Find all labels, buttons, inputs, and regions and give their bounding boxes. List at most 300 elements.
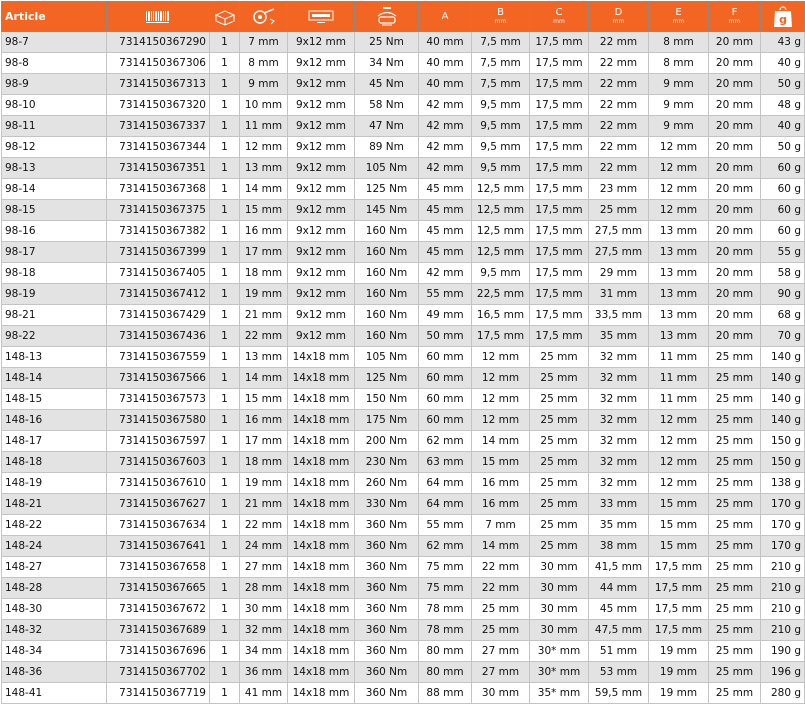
dimension-d-letter: D (614, 7, 623, 18)
size-cell: 16 mm (240, 410, 288, 431)
weight-cell: 150 g (761, 452, 805, 473)
table-row (2, 620, 805, 641)
dimension-f-cell: 25 mm (709, 389, 761, 410)
dimension-d-cell: 32 mm (589, 410, 649, 431)
torque-cell: 25 Nm (355, 32, 419, 53)
table-row (2, 578, 805, 599)
drive-column-header (288, 2, 355, 32)
dimension-f-cell: 25 mm (709, 347, 761, 368)
dimension-c-cell: 17,5 mm (530, 221, 589, 242)
barcode-icon (145, 10, 171, 24)
ean-cell: 7314150367672 (107, 599, 210, 620)
table-row (2, 200, 805, 221)
torque-cell: 360 Nm (355, 620, 419, 641)
torque-cell: 200 Nm (355, 431, 419, 452)
size-cell: 10 mm (240, 95, 288, 116)
weight-cell: 140 g (761, 347, 805, 368)
ean-cell: 7314150367412 (107, 284, 210, 305)
dimension-f-cell: 20 mm (709, 32, 761, 53)
dimension-e-cell: 15 mm (649, 494, 709, 515)
drive-cell: 14x18 mm (288, 347, 355, 368)
dimension-a-cell: 45 mm (419, 242, 472, 263)
drive-cell: 14x18 mm (288, 641, 355, 662)
dimension-c-cell: 25 mm (530, 452, 589, 473)
dimension-f-cell: 20 mm (709, 158, 761, 179)
size-cell: 17 mm (240, 242, 288, 263)
ean-cell: 7314150367559 (107, 347, 210, 368)
torque-cell: 125 Nm (355, 368, 419, 389)
table-row (2, 494, 805, 515)
dimension-c-column-header (530, 2, 589, 32)
dimension-f-cell: 20 mm (709, 74, 761, 95)
size-cell: 13 mm (240, 347, 288, 368)
dimension-a-letter: A (441, 10, 449, 22)
dimension-f-column-header (709, 2, 761, 32)
dimension-b-cell: 22 mm (472, 578, 530, 599)
ean-cell: 7314150367627 (107, 494, 210, 515)
weight-cell: 210 g (761, 557, 805, 578)
dimension-a-cell: 40 mm (419, 53, 472, 74)
dimension-f-cell: 20 mm (709, 263, 761, 284)
weight-unit-label: g (778, 12, 787, 26)
article-cell: 148-36 (2, 662, 107, 683)
torque-column-header (355, 2, 419, 32)
drive-cell: 9x12 mm (288, 32, 355, 53)
weight-cell: 190 g (761, 641, 805, 662)
dimension-d-column-header (589, 2, 649, 32)
dimension-a-cell: 75 mm (419, 578, 472, 599)
dimension-b-cell: 17,5 mm (472, 326, 530, 347)
dimension-c-cell: 17,5 mm (530, 263, 589, 284)
weight-cell: 170 g (761, 494, 805, 515)
dimension-e-cell: 17,5 mm (649, 557, 709, 578)
torque-cell: 105 Nm (355, 158, 419, 179)
package-qty-cell: 1 (210, 620, 240, 641)
table-row (2, 137, 805, 158)
dimension-e-cell: 13 mm (649, 284, 709, 305)
size-cell: 21 mm (240, 305, 288, 326)
drive-cell: 9x12 mm (288, 305, 355, 326)
article-cell: 148-14 (2, 368, 107, 389)
table-row (2, 452, 805, 473)
ean-cell: 7314150367665 (107, 578, 210, 599)
dimension-f-cell: 25 mm (709, 620, 761, 641)
package-qty-cell: 1 (210, 368, 240, 389)
dimension-d-cell: 47,5 mm (589, 620, 649, 641)
dimension-e-cell: 12 mm (649, 158, 709, 179)
size-cell: 18 mm (240, 263, 288, 284)
torque-cell: 89 Nm (355, 137, 419, 158)
dimension-a-cell: 60 mm (419, 410, 472, 431)
table-row (2, 95, 805, 116)
table-row (2, 242, 805, 263)
weight-cell: 50 g (761, 137, 805, 158)
torque-cell: 47 Nm (355, 116, 419, 137)
dimension-c-cell: 25 mm (530, 347, 589, 368)
dimension-b-cell: 7,5 mm (472, 32, 530, 53)
table-header-row (2, 2, 805, 32)
dimension-d-cell: 27,5 mm (589, 221, 649, 242)
package-qty-cell: 1 (210, 242, 240, 263)
dimension-b-cell: 27 mm (472, 641, 530, 662)
drive-cell: 14x18 mm (288, 431, 355, 452)
size-cell: 30 mm (240, 599, 288, 620)
table-body (2, 32, 805, 704)
ean-cell: 7314150367351 (107, 158, 210, 179)
dimension-f-letter: F (731, 7, 738, 18)
dimension-a-cell: 42 mm (419, 263, 472, 284)
article-cell: 98-16 (2, 221, 107, 242)
dimension-b-cell: 12,5 mm (472, 179, 530, 200)
dimension-f-cell: 20 mm (709, 284, 761, 305)
ean-cell: 7314150367580 (107, 410, 210, 431)
table-row (2, 158, 805, 179)
package-qty-cell: 1 (210, 179, 240, 200)
drive-cell: 9x12 mm (288, 116, 355, 137)
size-cell: 14 mm (240, 368, 288, 389)
package-qty-cell: 1 (210, 410, 240, 431)
table-row (2, 641, 805, 662)
torque-cell: 360 Nm (355, 599, 419, 620)
package-qty-cell: 1 (210, 641, 240, 662)
dimension-c-cell: 25 mm (530, 431, 589, 452)
package-qty-cell: 1 (210, 305, 240, 326)
weight-cell: 40 g (761, 116, 805, 137)
dimension-e-cell: 15 mm (649, 515, 709, 536)
ean-cell: 7314150367344 (107, 137, 210, 158)
drive-cell: 9x12 mm (288, 53, 355, 74)
weight-cell: 60 g (761, 221, 805, 242)
torque-cell: 105 Nm (355, 347, 419, 368)
dimension-d-cell: 22 mm (589, 32, 649, 53)
dimension-b-cell: 7,5 mm (472, 53, 530, 74)
dimension-f-cell: 25 mm (709, 515, 761, 536)
weight-cell: 55 g (761, 242, 805, 263)
ean-cell: 7314150367382 (107, 221, 210, 242)
torque-cell: 360 Nm (355, 557, 419, 578)
dimension-d-cell: 51 mm (589, 641, 649, 662)
torque-icon (374, 6, 400, 28)
dimension-f-cell: 25 mm (709, 662, 761, 683)
dimension-c-cell: 17,5 mm (530, 32, 589, 53)
drive-cell: 9x12 mm (288, 221, 355, 242)
table-row (2, 32, 805, 53)
size-cell: 32 mm (240, 620, 288, 641)
dimension-f-cell: 25 mm (709, 536, 761, 557)
article-cell: 98-11 (2, 116, 107, 137)
dimension-d-cell: 41,5 mm (589, 557, 649, 578)
dimension-c-cell: 25 mm (530, 410, 589, 431)
dimension-e-unit: mm (672, 18, 685, 25)
table-row (2, 221, 805, 242)
article-cell: 98-19 (2, 284, 107, 305)
dimension-b-letter: B (497, 7, 504, 18)
dimension-a-cell: 62 mm (419, 431, 472, 452)
package-qty-cell: 1 (210, 74, 240, 95)
dimension-c-cell: 17,5 mm (530, 179, 589, 200)
drive-cell: 14x18 mm (288, 557, 355, 578)
dimension-b-cell: 12,5 mm (472, 221, 530, 242)
weight-cell: 280 g (761, 683, 805, 704)
dimension-d-cell: 45 mm (589, 599, 649, 620)
article-cell: 148-17 (2, 431, 107, 452)
dimension-a-cell: 88 mm (419, 683, 472, 704)
torque-cell: 175 Nm (355, 410, 419, 431)
package-qty-column-header (210, 2, 240, 32)
drive-cell: 14x18 mm (288, 410, 355, 431)
dimension-f-cell: 25 mm (709, 494, 761, 515)
size-cell: 24 mm (240, 536, 288, 557)
weight-cell: 60 g (761, 158, 805, 179)
drive-cell: 9x12 mm (288, 179, 355, 200)
ean-cell: 7314150367320 (107, 95, 210, 116)
dimension-c-cell: 17,5 mm (530, 95, 589, 116)
torque-cell: 34 Nm (355, 53, 419, 74)
dimension-b-cell: 22,5 mm (472, 284, 530, 305)
weight-cell: 40 g (761, 53, 805, 74)
dimension-c-cell: 17,5 mm (530, 305, 589, 326)
dimension-e-cell: 13 mm (649, 242, 709, 263)
ratchet-icon (250, 7, 278, 27)
table-row (2, 473, 805, 494)
size-cell: 18 mm (240, 452, 288, 473)
dimension-a-cell: 60 mm (419, 347, 472, 368)
package-qty-cell: 1 (210, 326, 240, 347)
dimension-c-cell: 17,5 mm (530, 284, 589, 305)
weight-cell: 138 g (761, 473, 805, 494)
package-icon (213, 8, 237, 26)
article-cell: 148-16 (2, 410, 107, 431)
dimension-d-cell: 53 mm (589, 662, 649, 683)
drive-cell: 14x18 mm (288, 494, 355, 515)
torque-cell: 45 Nm (355, 74, 419, 95)
package-qty-cell: 1 (210, 263, 240, 284)
weight-cell: 70 g (761, 326, 805, 347)
dimension-e-cell: 15 mm (649, 536, 709, 557)
ean-cell: 7314150367429 (107, 305, 210, 326)
dimension-d-cell: 22 mm (589, 53, 649, 74)
dimension-a-cell: 78 mm (419, 599, 472, 620)
torque-cell: 160 Nm (355, 263, 419, 284)
article-cell: 148-30 (2, 599, 107, 620)
weight-cell: 50 g (761, 74, 805, 95)
package-qty-cell: 1 (210, 158, 240, 179)
dimension-d-cell: 59,5 mm (589, 683, 649, 704)
package-qty-cell: 1 (210, 53, 240, 74)
table-row (2, 368, 805, 389)
article-cell: 148-13 (2, 347, 107, 368)
dimension-d-cell: 32 mm (589, 452, 649, 473)
dimension-e-cell: 13 mm (649, 305, 709, 326)
torque-cell: 160 Nm (355, 326, 419, 347)
dimension-e-cell: 17,5 mm (649, 599, 709, 620)
ean-cell: 7314150367658 (107, 557, 210, 578)
ean-cell: 7314150367436 (107, 326, 210, 347)
drive-cell: 9x12 mm (288, 137, 355, 158)
package-qty-cell: 1 (210, 536, 240, 557)
dimension-e-cell: 9 mm (649, 116, 709, 137)
article-cell: 98-17 (2, 242, 107, 263)
ean-cell: 7314150367696 (107, 641, 210, 662)
size-cell: 41 mm (240, 683, 288, 704)
torque-cell: 360 Nm (355, 515, 419, 536)
dimension-a-cell: 60 mm (419, 368, 472, 389)
size-cell: 12 mm (240, 137, 288, 158)
dimension-e-column-header (649, 2, 709, 32)
package-qty-cell: 1 (210, 200, 240, 221)
weight-cell: 90 g (761, 284, 805, 305)
dimension-a-cell: 75 mm (419, 557, 472, 578)
table-row (2, 347, 805, 368)
dimension-d-cell: 44 mm (589, 578, 649, 599)
weight-cell: 60 g (761, 179, 805, 200)
dimension-b-cell: 25 mm (472, 620, 530, 641)
dimension-f-cell: 25 mm (709, 578, 761, 599)
weight-cell: 210 g (761, 578, 805, 599)
dimension-e-cell: 12 mm (649, 179, 709, 200)
article-cell: 98-12 (2, 137, 107, 158)
dimension-b-cell: 12 mm (472, 389, 530, 410)
weight-cell: 170 g (761, 536, 805, 557)
torque-cell: 360 Nm (355, 578, 419, 599)
table-row (2, 389, 805, 410)
dimension-f-cell: 20 mm (709, 179, 761, 200)
package-qty-cell: 1 (210, 137, 240, 158)
ean-cell: 7314150367337 (107, 116, 210, 137)
package-qty-cell: 1 (210, 599, 240, 620)
torque-cell: 360 Nm (355, 683, 419, 704)
product-spec-table-container (1, 1, 804, 704)
dimension-e-cell: 19 mm (649, 662, 709, 683)
dimension-e-cell: 9 mm (649, 95, 709, 116)
dimension-a-cell: 80 mm (419, 662, 472, 683)
dimension-a-cell: 62 mm (419, 536, 472, 557)
table-row (2, 179, 805, 200)
dimension-d-cell: 22 mm (589, 116, 649, 137)
dimension-d-cell: 31 mm (589, 284, 649, 305)
dimension-f-cell: 20 mm (709, 221, 761, 242)
dimension-b-cell: 9,5 mm (472, 116, 530, 137)
article-cell: 148-32 (2, 620, 107, 641)
table-row (2, 431, 805, 452)
dimension-d-cell: 32 mm (589, 431, 649, 452)
dimension-b-cell: 9,5 mm (472, 263, 530, 284)
dimension-b-cell: 7,5 mm (472, 74, 530, 95)
dimension-a-cell: 42 mm (419, 158, 472, 179)
dimension-c-letter: C (555, 7, 563, 18)
dimension-f-cell: 20 mm (709, 326, 761, 347)
dimension-e-cell: 8 mm (649, 53, 709, 74)
weight-cell: 60 g (761, 200, 805, 221)
ean-cell: 7314150367603 (107, 452, 210, 473)
drive-cell: 9x12 mm (288, 200, 355, 221)
dimension-e-cell: 9 mm (649, 74, 709, 95)
dimension-b-cell: 7 mm (472, 515, 530, 536)
dimension-b-cell: 9,5 mm (472, 95, 530, 116)
dimension-b-cell: 12 mm (472, 347, 530, 368)
article-cell: 98-10 (2, 95, 107, 116)
dimension-a-cell: 49 mm (419, 305, 472, 326)
dimension-c-cell: 30 mm (530, 557, 589, 578)
dimension-e-cell: 19 mm (649, 683, 709, 704)
dimension-a-cell: 64 mm (419, 494, 472, 515)
drive-square-icon (306, 8, 336, 26)
dimension-f-cell: 25 mm (709, 473, 761, 494)
package-qty-cell: 1 (210, 284, 240, 305)
package-qty-cell: 1 (210, 452, 240, 473)
package-qty-cell: 1 (210, 95, 240, 116)
table-row (2, 53, 805, 74)
table-row (2, 74, 805, 95)
size-column-header (240, 2, 288, 32)
dimension-a-cell: 80 mm (419, 641, 472, 662)
size-cell: 15 mm (240, 200, 288, 221)
dimension-e-cell: 12 mm (649, 473, 709, 494)
dimension-a-cell: 42 mm (419, 137, 472, 158)
dimension-a-cell: 55 mm (419, 515, 472, 536)
weight-cell: 140 g (761, 389, 805, 410)
drive-cell: 14x18 mm (288, 368, 355, 389)
drive-cell: 9x12 mm (288, 74, 355, 95)
ean-cell: 7314150367368 (107, 179, 210, 200)
package-qty-cell: 1 (210, 116, 240, 137)
package-qty-cell: 1 (210, 473, 240, 494)
dimension-a-cell: 64 mm (419, 473, 472, 494)
product-spec-table (1, 1, 805, 704)
ean-cell: 7314150367399 (107, 242, 210, 263)
article-cell: 98-18 (2, 263, 107, 284)
dimension-e-cell: 13 mm (649, 221, 709, 242)
dimension-d-cell: 22 mm (589, 137, 649, 158)
drive-cell: 14x18 mm (288, 452, 355, 473)
drive-cell: 14x18 mm (288, 599, 355, 620)
dimension-c-cell: 17,5 mm (530, 200, 589, 221)
dimension-a-cell: 42 mm (419, 116, 472, 137)
dimension-b-cell: 14 mm (472, 431, 530, 452)
ean-cell: 7314150367566 (107, 368, 210, 389)
dimension-d-cell: 35 mm (589, 326, 649, 347)
ean-cell: 7314150367290 (107, 32, 210, 53)
dimension-d-cell: 33 mm (589, 494, 649, 515)
weight-cell: 150 g (761, 431, 805, 452)
ean-cell: 7314150367313 (107, 74, 210, 95)
dimension-b-cell: 12 mm (472, 410, 530, 431)
ean-cell: 7314150367719 (107, 683, 210, 704)
dimension-c-cell: 30* mm (530, 641, 589, 662)
weight-cell: 170 g (761, 515, 805, 536)
dimension-f-cell: 20 mm (709, 53, 761, 74)
dimension-f-cell: 20 mm (709, 242, 761, 263)
package-qty-cell: 1 (210, 557, 240, 578)
article-cell: 148-18 (2, 452, 107, 473)
dimension-c-cell: 17,5 mm (530, 158, 589, 179)
dimension-c-cell: 25 mm (530, 368, 589, 389)
size-cell: 22 mm (240, 326, 288, 347)
drive-cell: 14x18 mm (288, 620, 355, 641)
dimension-b-cell: 16 mm (472, 473, 530, 494)
drive-cell: 14x18 mm (288, 662, 355, 683)
dimension-f-cell: 20 mm (709, 95, 761, 116)
dimension-b-cell: 30 mm (472, 683, 530, 704)
size-cell: 11 mm (240, 116, 288, 137)
table-row (2, 410, 805, 431)
dimension-a-cell: 55 mm (419, 284, 472, 305)
torque-cell: 360 Nm (355, 536, 419, 557)
dimension-a-cell: 45 mm (419, 200, 472, 221)
article-cell: 148-21 (2, 494, 107, 515)
weight-cell: 58 g (761, 263, 805, 284)
drive-cell: 9x12 mm (288, 242, 355, 263)
